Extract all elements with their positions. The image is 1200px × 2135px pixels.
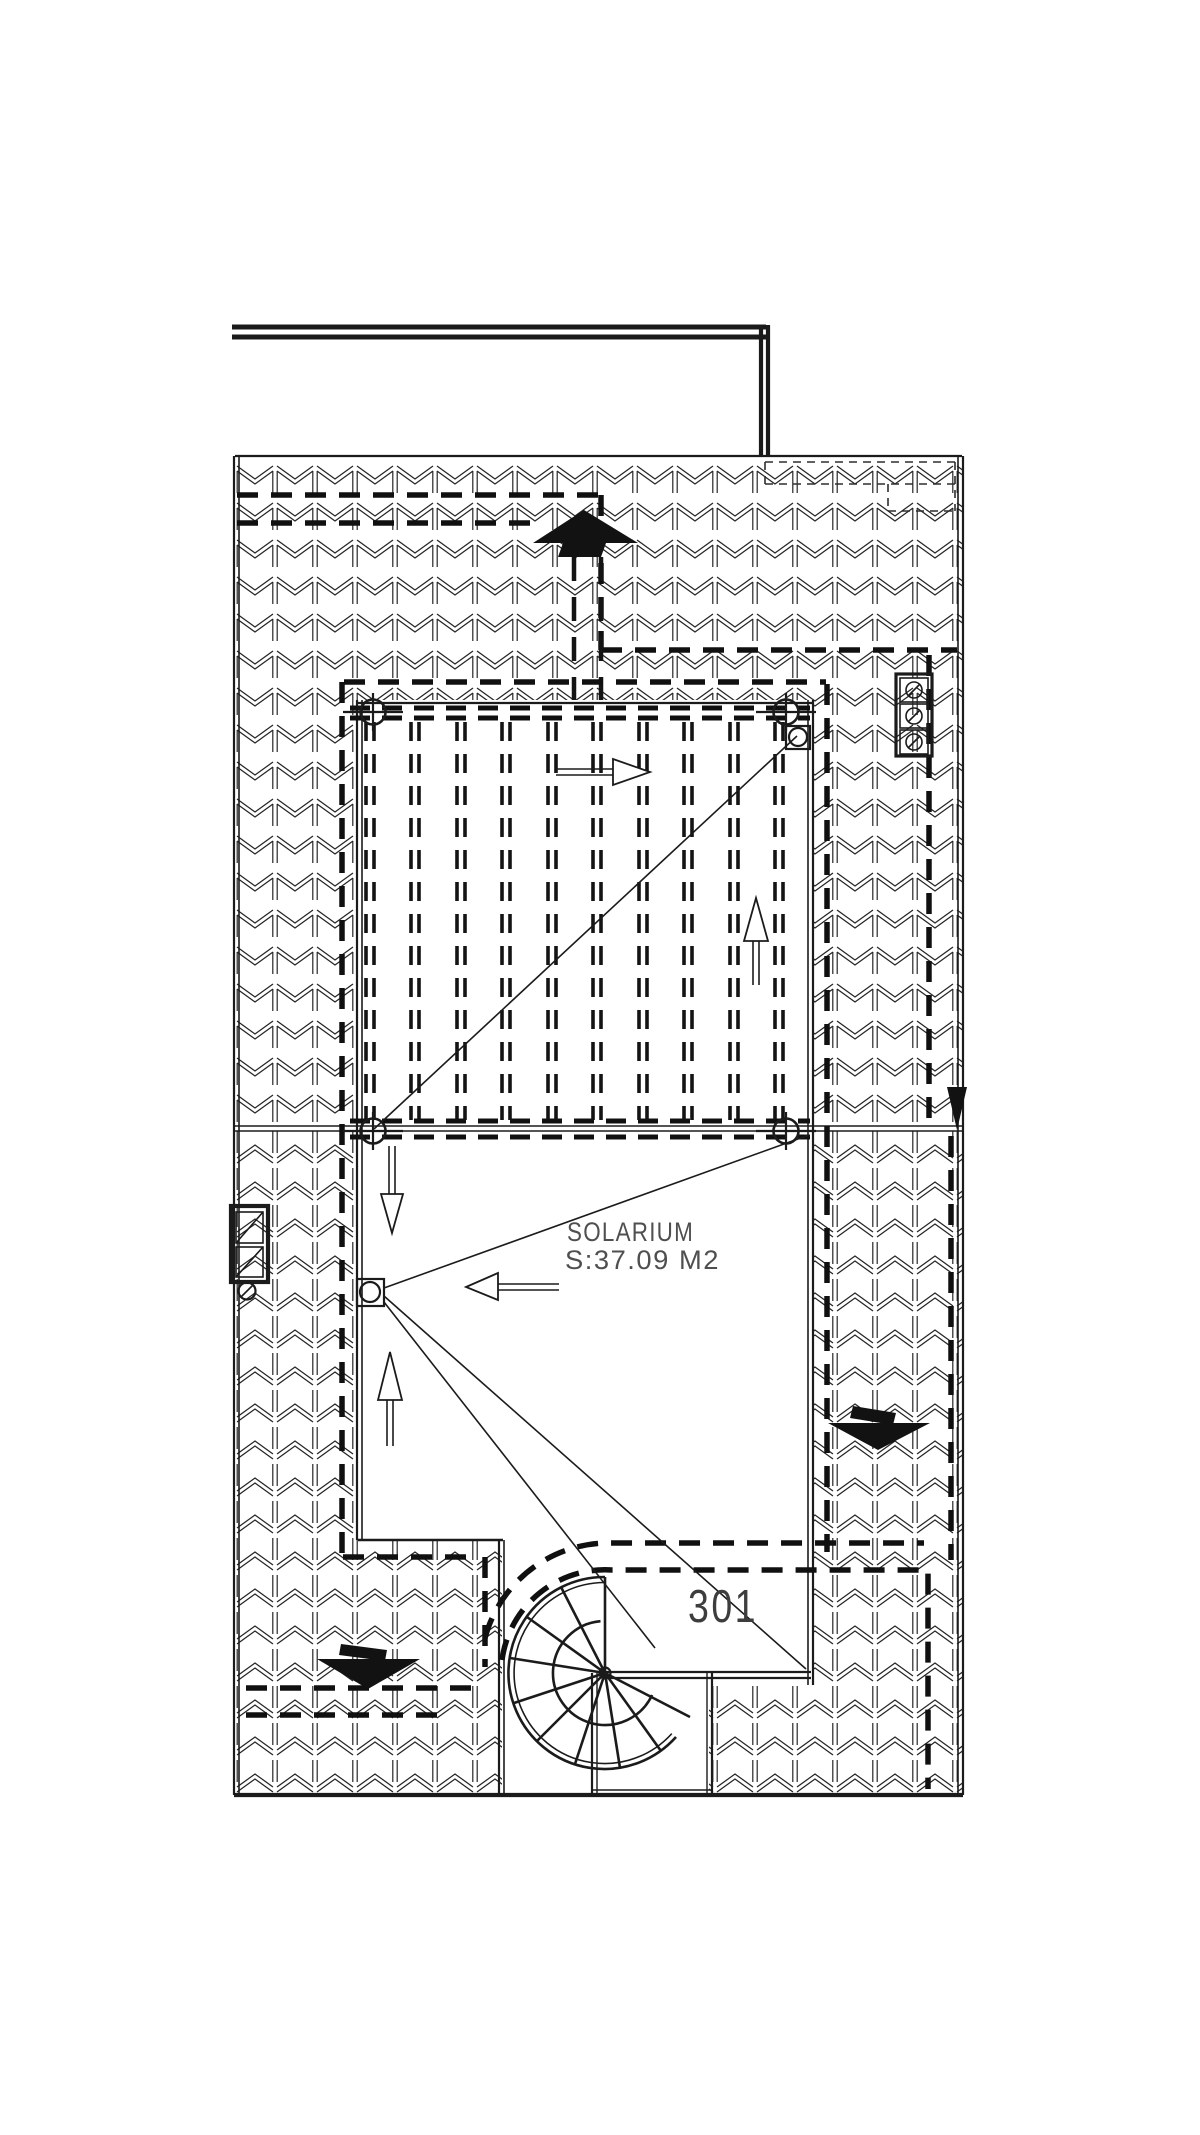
solarium-area-label: S:37.09 M2: [565, 1245, 720, 1275]
solarium-label: SOLARIUM: [567, 1217, 694, 1247]
room-number-label: 301: [688, 1580, 758, 1632]
